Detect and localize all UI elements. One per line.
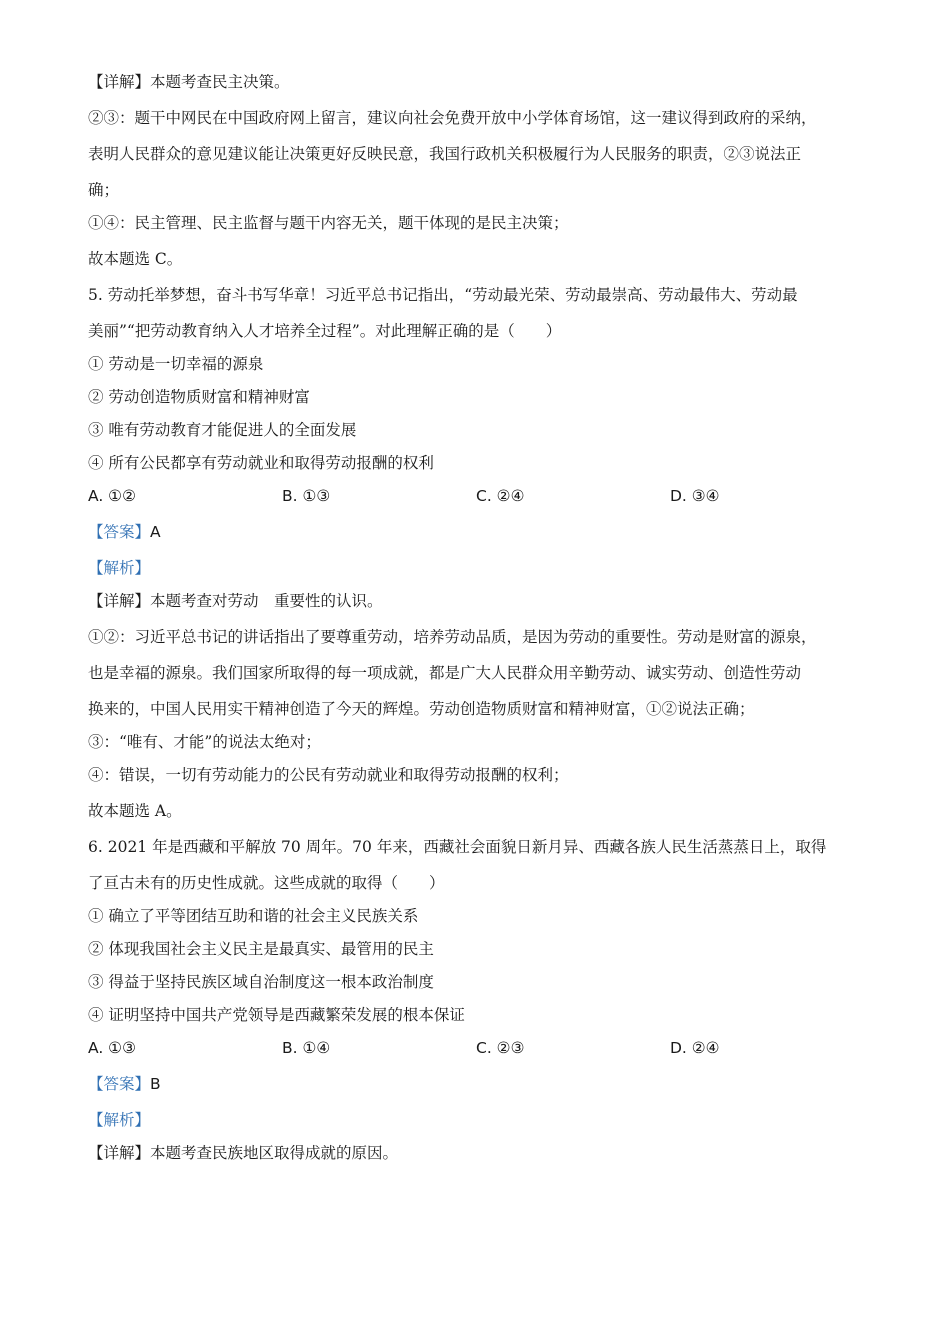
- document-page: [88, 72, 868, 1163]
- question-6-option: ② 体现我国社会主义民主是最真实、最管用的民主: [88, 940, 434, 958]
- answer-value: B: [150, 1075, 161, 1093]
- detail-line: 【详解】本题考查对劳动 重要性的认识。: [88, 592, 383, 610]
- detail-line: ①②：习近平总书记的讲话指出了要尊重劳动，培养劳动品质，是因为劳动的重要性。劳动是财富的源泉，: [88, 628, 817, 646]
- question-6-answer: [88, 1074, 868, 1094]
- choice-c: C. ②③: [476, 1039, 525, 1057]
- detail-line: 表明人民群众的意见建议能让决策更好反映民意，我国行政机关积极履行为人民服务的职责，②③说法正: [88, 145, 802, 163]
- detail-line: 【详解】本题考查民主决策。: [88, 73, 290, 91]
- choice-b: B. ①④: [282, 1039, 331, 1057]
- detail-line: 也是幸福的源泉。我们国家所取得的每一项成就，都是广大人民群众用辛勤劳动、诚实劳动、创造性劳动: [88, 664, 802, 682]
- detail-line: 确；: [88, 181, 120, 199]
- question-6-stem-line: 了亘古未有的历史性成就。这些成就的取得（ ）: [88, 874, 445, 892]
- question-5-choices: [88, 486, 868, 506]
- answer-tag: 【答案】: [88, 523, 151, 541]
- analysis-tag: 【解析】: [88, 1111, 151, 1129]
- detail-line: 换来的，中国人民用实干精神创造了今天的辉煌。劳动创造物质财富和精神财富，①②说法正确；: [88, 700, 755, 718]
- question-5-option: ① 劳动是一切幸福的源泉: [88, 355, 264, 373]
- choice-d: D. ③④: [670, 487, 720, 505]
- answer-tag: 【答案】: [88, 1075, 151, 1093]
- conclusion-line: 故本题选 C。: [88, 250, 183, 268]
- question-6-option: ④ 证明坚持中国共产党领导是西藏繁荣发展的根本保证: [88, 1006, 465, 1024]
- question-5-option: ④ 所有公民都享有劳动就业和取得劳动报酬的权利: [88, 454, 434, 472]
- question-5-option: ③ 唯有劳动教育才能促进人的全面发展: [88, 421, 357, 439]
- analysis-tag: 【解析】: [88, 559, 151, 577]
- choice-c: C. ②④: [476, 487, 525, 505]
- question-5-stem-line: 5. 劳动托举梦想，奋斗书写华章！习近平总书记指出，“劳动最光荣、劳动最崇高、劳动最伟大、劳动最: [88, 286, 798, 304]
- detail-line: ④：错误，一切有劳动能力的公民有劳动就业和取得劳动报酬的权利；: [88, 766, 569, 784]
- question-5-stem-line: 美丽”“把劳动教育纳入人才培养全过程”。对此理解正确的是（ ）: [88, 322, 562, 340]
- question-6-stem-line: 6. 2021 年是西藏和平解放 70 周年。70 年来，西藏社会面貌日新月异、西藏各族人民生活蒸蒸日上，取得: [88, 838, 827, 856]
- choice-d: D. ②④: [670, 1039, 720, 1057]
- question-5-option: ② 劳动创造物质财富和精神财富: [88, 388, 310, 406]
- answer-value: A: [150, 523, 161, 541]
- detail-line: ①④：民主管理、民主监督与题干内容无关，题干体现的是民主决策；: [88, 214, 569, 232]
- question-6-option: ① 确立了平等团结互助和谐的社会主义民族关系: [88, 907, 419, 925]
- choice-a: A. ①②: [88, 487, 136, 505]
- question-6-choices: [88, 1038, 868, 1058]
- question-6-option: ③ 得益于坚持民族区域自治制度这一根本政治制度: [88, 973, 434, 991]
- detail-line: 【详解】本题考查民族地区取得成就的原因。: [88, 1144, 399, 1162]
- question-5-answer: [88, 522, 868, 542]
- choice-b: B. ①③: [282, 487, 331, 505]
- detail-line: ②③：题干中网民在中国政府网上留言，建议向社会免费开放中小学体育场馆，这一建议得到政府的采纳，: [88, 109, 817, 127]
- detail-line: ③：“唯有、才能”的说法太绝对；: [88, 733, 321, 751]
- conclusion-line: 故本题选 A。: [88, 802, 182, 820]
- choice-a: A. ①③: [88, 1039, 136, 1057]
